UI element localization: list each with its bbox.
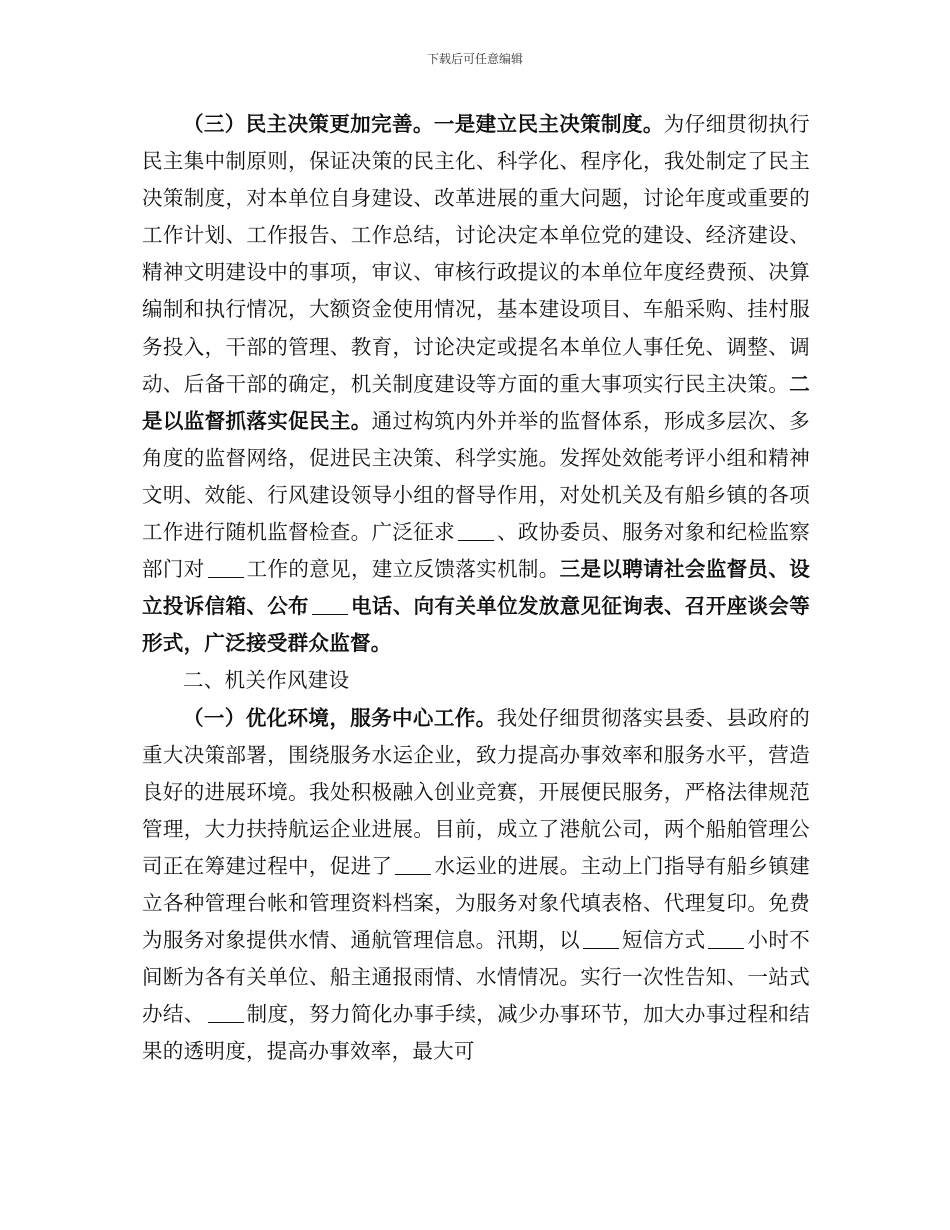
body-text: 我处仔细贯彻落实县委、县政府的重大决策部署，围绕服务水运企业，致力提高办事效率和服务水平，营造良好的进展环境。我处积极融入创业竞赛，开展便民服务，严格法律规范管理，大力扶持航运企业进展。目前，成立了港航公司，两个船舶管理公司正在筹建过程中，促进了 bbox=[142, 705, 811, 878]
point-heading-3-cont: 电话、向有关单位发放意见征询表、召开座谈会等形式，广泛接受群众监督。 bbox=[142, 594, 810, 656]
body-text: 制度，努力简化办事手续，减少办事环节，加大办事过程和结果的透明度，提高办事效率，最大可 bbox=[142, 1002, 810, 1064]
blank-line bbox=[708, 947, 744, 949]
page-header: 下载后可任意编辑 bbox=[426, 52, 523, 66]
paragraph-optimize-environment bbox=[142, 700, 810, 1071]
body-text: 为仔细贯彻执行民主集中制原则，保证决策的民主化、科学化、程序化，我处制定了民主决策制度，对本单位自身建设、改革进展的重大问题，讨论年度或重要的工作计划、工作报告、工作总结，讨论决定本单位党的建设、经济建设、精神文明建设中的事项，审议、审核行政提议的本单位年度经费预、决算编制和执行情况，大额资金使用情况，基本建设项目、车船采购、挂村服务投入，干部的管理、教育，讨论决定或提名本单位人事任免、调整、调动、后备干部的确定，机关制度建设等方面的重大事项实行民主决策。 bbox=[142, 112, 810, 396]
point-heading-3: 三是以聘请社会监督员、设立投诉信箱、公布 bbox=[142, 557, 810, 619]
section-title-2: 二、机关作风建设 bbox=[183, 668, 350, 693]
body-text: 小时不间断为各有关单位、船主通报雨情、水情情况。实行一次性告知、一站式办结、 bbox=[142, 928, 811, 1027]
blank-line bbox=[395, 873, 431, 875]
body-text: 短信方式 bbox=[621, 928, 706, 953]
section-heading-3: （三）民主决策更加完善。一是建立民主决策制度。 bbox=[183, 112, 664, 136]
body-text: 水运业的进展。主动上门指导有船乡镇建立各种管理台帐和管理资料档案，为服务对象代填表格、代理复印。免费为服务对象提供水情、通航管理信息。汛期，以 bbox=[142, 853, 810, 953]
blank-line bbox=[312, 613, 348, 615]
blank-line bbox=[208, 1021, 244, 1023]
blank-line bbox=[458, 539, 494, 541]
blank-line bbox=[208, 576, 244, 578]
body-text: 、政协委员、服务对象和纪检监察部门对 bbox=[142, 520, 810, 582]
body-text: 通过构筑内外并举的监督体系，形成多层次、多角度的监督网络，促进民主决策、科学实施。发挥处效能考评小组和精神文明、效能、行风建设领导小组的督导作用，对处机关及有船乡镇的各项工作进行随机监督检查。广泛征求 bbox=[142, 408, 810, 545]
body-text: 工作的意见，建立反馈落实机制。 bbox=[246, 557, 560, 582]
point-heading-2: 二是以监督抓落实促民主。 bbox=[142, 371, 810, 433]
blank-line bbox=[583, 947, 619, 949]
subsection-heading-1: （一）优化环境，服务中心工作。 bbox=[183, 705, 497, 730]
document-body bbox=[142, 106, 810, 1070]
paragraph-democratic-decision bbox=[142, 106, 810, 662]
